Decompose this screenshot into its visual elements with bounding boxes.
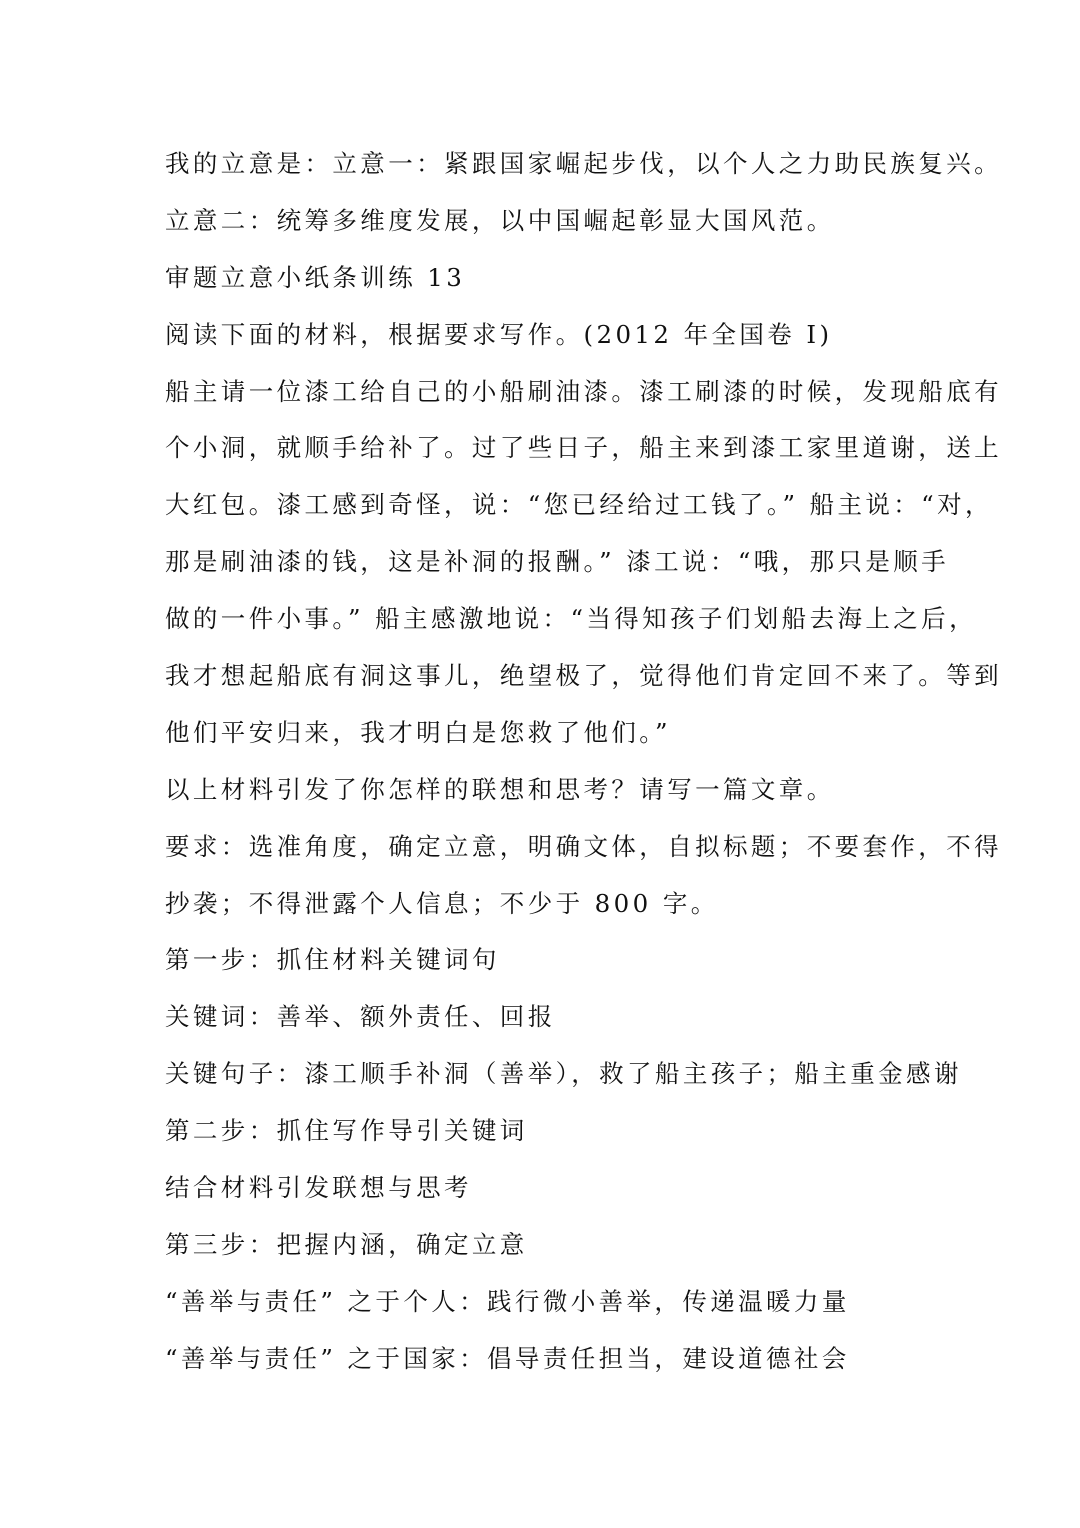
- material-line: 我才想起船底有洞这事儿，绝望极了，觉得他们肯定回不来了。等到: [165, 661, 1002, 691]
- material-line: 个小洞，就顺手给补了。过了些日子，船主来到漆工家里道谢，送上: [165, 433, 1002, 463]
- step-two-heading: 第二步：抓住写作导引关键词: [165, 1116, 528, 1146]
- step-one-heading: 第一步：抓住材料关键词句: [165, 945, 500, 975]
- thesis-nation-line: “善举与责任” 之于国家：倡导责任担当，建设道德社会: [165, 1343, 850, 1373]
- material-line: 做的一件小事。” 船主感激地说：“当得知孩子们划船去海上之后，: [165, 604, 977, 634]
- requirements-line: 抄袭；不得泄露个人信息；不少于 800 字。: [165, 888, 719, 918]
- prompt-instruction: 阅读下面的材料，根据要求写作。(2012 年全国卷 I): [165, 319, 833, 349]
- key-sentence-line: 关键句子：漆工顺手补洞（善举），救了船主孩子；船主重金感谢: [165, 1059, 962, 1089]
- material-line: 他们平安归来，我才明白是您救了他们。”: [165, 717, 671, 747]
- keywords-line: 关键词：善举、额外责任、回报: [165, 1002, 556, 1032]
- text-line-thesis-two: 立意二：统筹多维度发展，以中国崛起彰显大国风范。: [165, 205, 835, 235]
- material-line: 大红包。漆工感到奇怪，说：“您已经给过工钱了。” 船主说：“对，: [165, 490, 993, 520]
- step-three-heading: 第三步：把握内涵，确定立意: [165, 1229, 528, 1259]
- prompt-question: 以上材料引发了你怎样的联想和思考？请写一篇文章。: [165, 774, 835, 804]
- section-heading: 审题立意小纸条训练 13: [165, 262, 466, 292]
- thesis-individual-line: “善举与责任” 之于个人：践行微小善举，传递温暖力量: [165, 1286, 850, 1316]
- guide-line: 结合材料引发联想与思考: [165, 1173, 472, 1203]
- material-line: 那是刷油漆的钱，这是补洞的报酬。” 漆工说：“哦，那只是顺手: [165, 547, 950, 577]
- document-body: [165, 136, 1002, 1388]
- text-line-thesis-one: 我的立意是：立意一：紧跟国家崛起步伐，以个人之力助民族复兴。: [165, 149, 1002, 178]
- requirements-line: 要求：选准角度，确定立意，明确文体，自拟标题；不要套作，不得: [165, 831, 1002, 861]
- material-line: 船主请一位漆工给自己的小船刷油漆。漆工刷漆的时候，发现船底有: [165, 376, 1002, 406]
